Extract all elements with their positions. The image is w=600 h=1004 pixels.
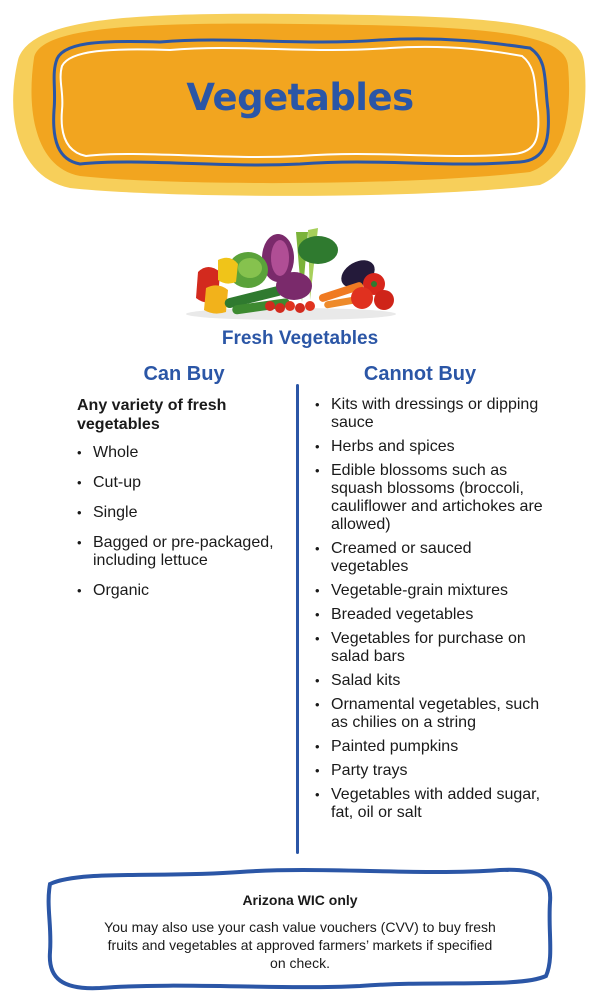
list-item: • Party trays: [315, 762, 545, 780]
list-item: • Vegetable-grain mixtures: [315, 582, 545, 600]
list-item: • Vegetables for purchase on salad bars: [315, 630, 545, 666]
header-banner: [0, 0, 600, 205]
list-item: • Painted pumpkins: [315, 738, 545, 756]
list-item: • Vegetables with added sugar, fat, oil or salt: [315, 786, 545, 822]
can-buy-list: [77, 444, 292, 600]
cannot-buy-heading: Cannot Buy: [363, 363, 477, 385]
list-item: • Single: [77, 504, 292, 522]
list-item: • Herbs and spices: [315, 438, 545, 456]
footer-note: [40, 862, 560, 994]
can-buy-intro: Any variety of fresh vegetables: [77, 397, 227, 433]
list-item: • Bagged or pre-packaged, including lettuce: [77, 534, 292, 570]
vegetables-illustration: [178, 222, 404, 322]
cannot-buy-column: [315, 396, 545, 828]
list-item: • Edible blossoms such as squash blossoms (broccoli, cauliflower and artichokes are allowed): [315, 462, 545, 534]
list-item: • Organic: [77, 582, 292, 600]
list-item: • Whole: [77, 444, 292, 462]
section-title: Fresh Vegetables: [221, 328, 379, 349]
cannot-buy-list: [315, 396, 545, 822]
list-item: • Kits with dressings or dipping sauce: [315, 396, 545, 432]
footer-title: Arizona WIC only: [242, 892, 358, 908]
list-item: • Breaded vegetables: [315, 606, 545, 624]
can-buy-heading: Can Buy: [143, 363, 225, 385]
list-item: • Ornamental vegetables, such as chilies on a string: [315, 696, 545, 732]
page-title: Vegetables: [186, 76, 414, 119]
column-divider: [296, 384, 299, 854]
can-buy-column: [77, 396, 292, 612]
footer-body: You may also use your cash value vouchers (CVV) to buy fresh fruits and vegetables at approved farmers’ markets if specified on check.: [104, 919, 496, 971]
list-item: • Creamed or sauced vegetables: [315, 540, 545, 576]
list-item: • Salad kits: [315, 672, 545, 690]
list-item: • Cut-up: [77, 474, 292, 492]
